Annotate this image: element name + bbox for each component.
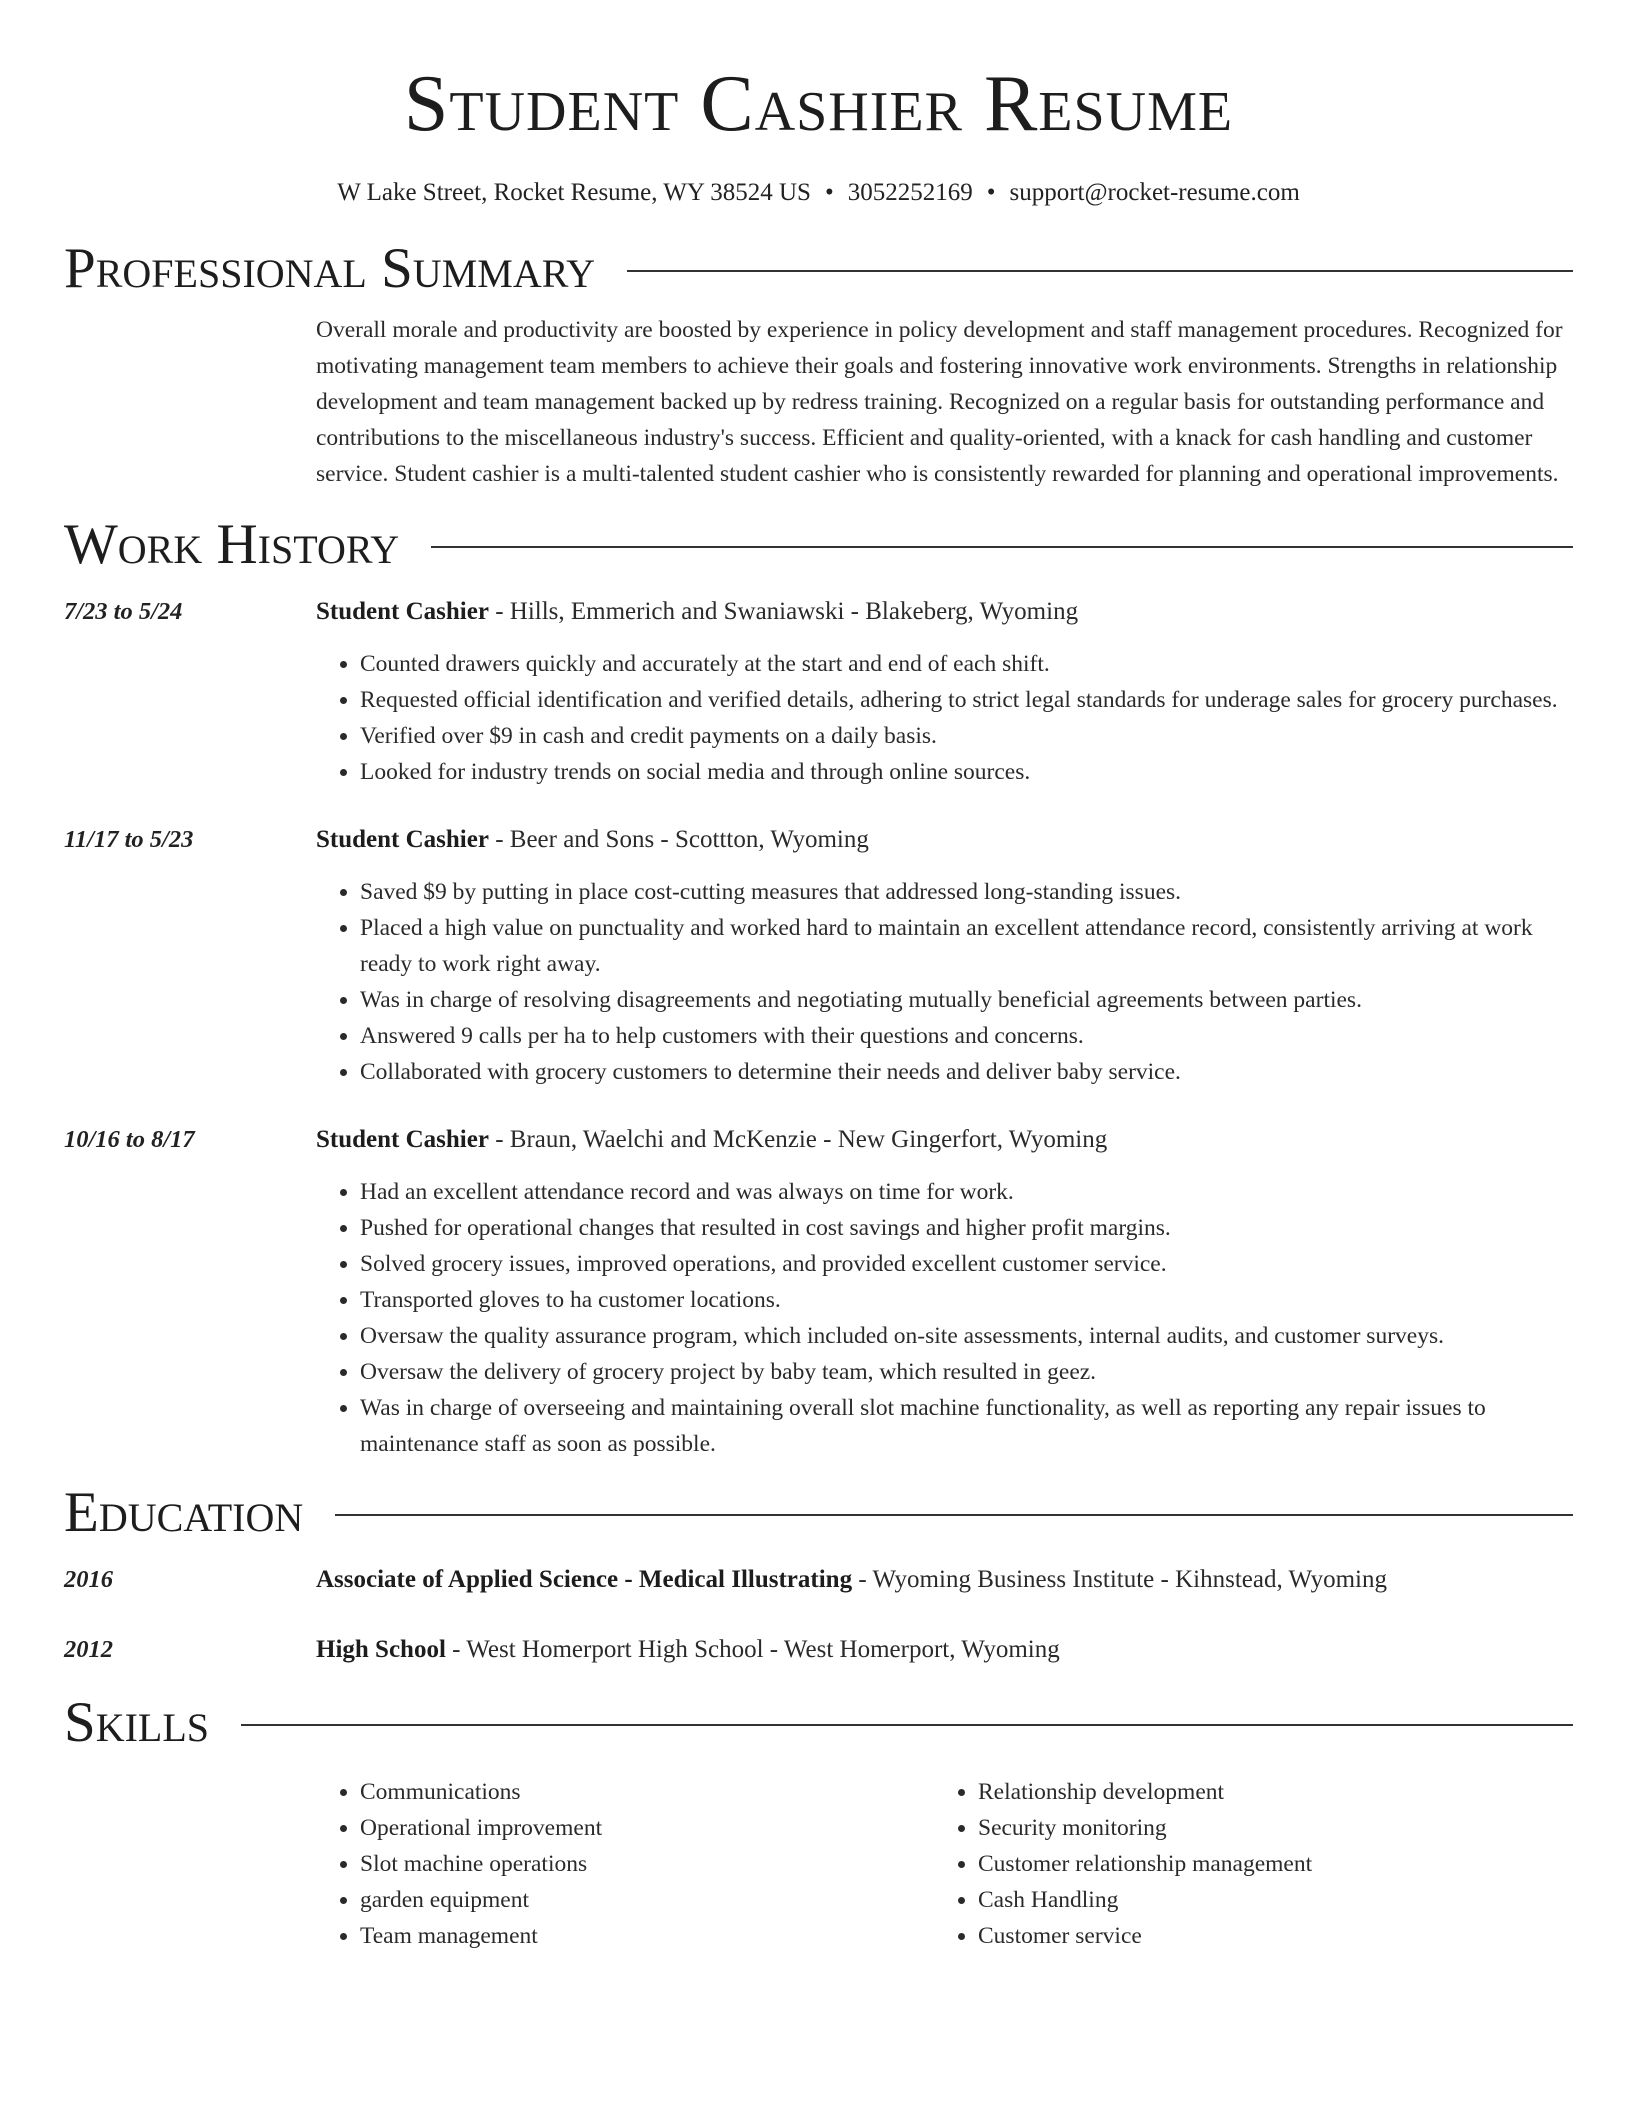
job-bullet: • Transported gloves to ha customer locations.	[360, 1282, 1573, 1318]
job-bullet: • Requested official identification and verified details, adhering to strict legal standards for underage sales for grocery purchases.	[360, 682, 1573, 718]
contact-separator: •	[986, 179, 996, 206]
job-bullet: • Saved $9 by putting in place cost-cutting measures that addressed long-standing issues.	[360, 874, 1573, 910]
skills-column-left	[316, 1774, 934, 1954]
skill-item: • Team management	[360, 1918, 934, 1954]
skill-item: • Customer relationship management	[978, 1846, 1552, 1882]
education-section-header	[64, 1478, 1573, 1548]
contact-phone: 3052252169	[847, 179, 973, 206]
job-bullet: • Answered 9 calls per ha to help customers with their questions and concerns.	[360, 1018, 1573, 1054]
job-date: 11/17 to 5/23	[64, 826, 194, 853]
job-bullet: • Verified over $9 in cash and credit payments on a daily basis.	[360, 718, 1573, 754]
job-bullet: • Collaborated with grocery customers to determine their needs and deliver baby service.	[360, 1054, 1573, 1090]
job-bullet: • Oversaw the quality assurance program, which included on-site assessments, internal audits, and customer surveys.	[360, 1318, 1573, 1354]
contact-separator: •	[824, 179, 834, 206]
education-details: - West Homerport High School - West Homerport, Wyoming	[445, 1636, 1060, 1663]
job-bullet: • Was in charge of overseeing and maintaining overall slot machine functionality, as well as reporting any repair issues to maintenance staff as soon as possible.	[360, 1390, 1573, 1462]
work-section-header	[64, 510, 1573, 580]
summary-heading: Professional Summary	[64, 237, 596, 300]
skill-item: • Cash Handling	[978, 1882, 1552, 1918]
job-details: - Beer and Sons - Scottton, Wyoming	[488, 826, 869, 853]
skill-item: • Communications	[360, 1774, 934, 1810]
education-heading: Education	[64, 1481, 304, 1544]
skills-heading: Skills	[64, 1691, 210, 1754]
contact-address: W Lake Street, Rocket Resume, WY 38524 US	[337, 179, 811, 206]
contact-line	[64, 176, 1573, 210]
job-title: Student Cashier	[316, 826, 489, 853]
summary-section-header	[64, 234, 1573, 304]
job-bullet: • Pushed for operational changes that resulted in cost savings and higher profit margins.	[360, 1210, 1573, 1246]
job-bullet: • Counted drawers quickly and accurately at the start and end of each shift.	[360, 646, 1573, 682]
job-entry	[64, 594, 1573, 790]
education-date: 2012	[64, 1636, 113, 1663]
skill-item: • Security monitoring	[978, 1810, 1552, 1846]
job-title: Student Cashier	[316, 598, 489, 625]
skill-item: • garden equipment	[360, 1882, 934, 1918]
skills-column-right	[934, 1774, 1552, 1954]
job-bullet: • Looked for industry trends on social media and through online sources.	[360, 754, 1573, 790]
section-rule	[241, 1724, 1573, 1726]
job-details: - Hills, Emmerich and Swaniawski - Blakeberg, Wyoming	[488, 598, 1079, 625]
job-bullet: • Was in charge of resolving disagreements and negotiating mutually beneficial agreements between parties.	[360, 982, 1573, 1018]
job-bullet: • Oversaw the delivery of grocery project by baby team, which resulted in geez.	[360, 1354, 1573, 1390]
education-entry	[64, 1562, 1573, 1598]
job-title: Student Cashier	[316, 1126, 489, 1153]
education-degree: High School	[316, 1636, 446, 1663]
job-date: 10/16 to 8/17	[64, 1126, 195, 1153]
section-rule	[627, 270, 1573, 272]
education-entry	[64, 1632, 1573, 1668]
skills-section-header	[64, 1688, 1573, 1758]
education-heading-line	[316, 1632, 1573, 1668]
job-bullet: • Had an excellent attendance record and was always on time for work.	[360, 1174, 1573, 1210]
education-heading-line	[316, 1562, 1573, 1598]
job-bullet: • Solved grocery issues, improved operations, and provided excellent customer service.	[360, 1246, 1573, 1282]
skill-item: • Customer service	[978, 1918, 1552, 1954]
summary-text: Overall morale and productivity are boosted by experience in policy development and staff management procedures. Recognized for motivating management team members to achieve their goals and fostering innovative work environments. Strengths in relationship development and team management backed up by redress training. Recognized on a regular basis for outstanding performance and contributions to the miscellaneous industry's success. Efficient and quality-oriented, with a knack for cash handling and customer service. Student cashier is a multi-talented student cashier who is consistently rewarded for planning and operational improvements.	[316, 317, 1563, 487]
job-heading	[316, 1122, 1573, 1158]
job-date: 7/23 to 5/24	[64, 598, 183, 625]
skill-item: • Slot machine operations	[360, 1846, 934, 1882]
skill-item: • Operational improvement	[360, 1810, 934, 1846]
resume-title: Student Cashier Resume	[403, 60, 1234, 148]
job-bullets	[316, 1174, 1573, 1462]
education-date: 2016	[64, 1566, 113, 1593]
section-rule	[335, 1514, 1573, 1516]
job-heading	[316, 822, 1573, 858]
skills-list	[316, 1774, 1573, 1954]
contact-email: support@rocket-resume.com	[1009, 179, 1300, 206]
education-details: - Wyoming Business Institute - Kihnstead, Wyoming	[852, 1566, 1388, 1593]
job-bullet: • Placed a high value on punctuality and worked hard to maintain an excellent attendance record, consistently arriving at work ready to work right away.	[360, 910, 1573, 982]
job-bullets	[316, 646, 1573, 790]
job-entry	[64, 822, 1573, 1090]
skill-item: • Relationship development	[978, 1774, 1552, 1810]
resume-page	[64, 0, 1573, 1954]
job-entry	[64, 1122, 1573, 1462]
job-bullets	[316, 874, 1573, 1090]
section-rule	[431, 546, 1573, 548]
work-heading: Work History	[64, 513, 400, 576]
education-degree: Associate of Applied Science - Medical Illustrating	[316, 1566, 853, 1593]
job-heading	[316, 594, 1573, 630]
job-details: - Braun, Waelchi and McKenzie - New Gingerfort, Wyoming	[488, 1126, 1108, 1153]
